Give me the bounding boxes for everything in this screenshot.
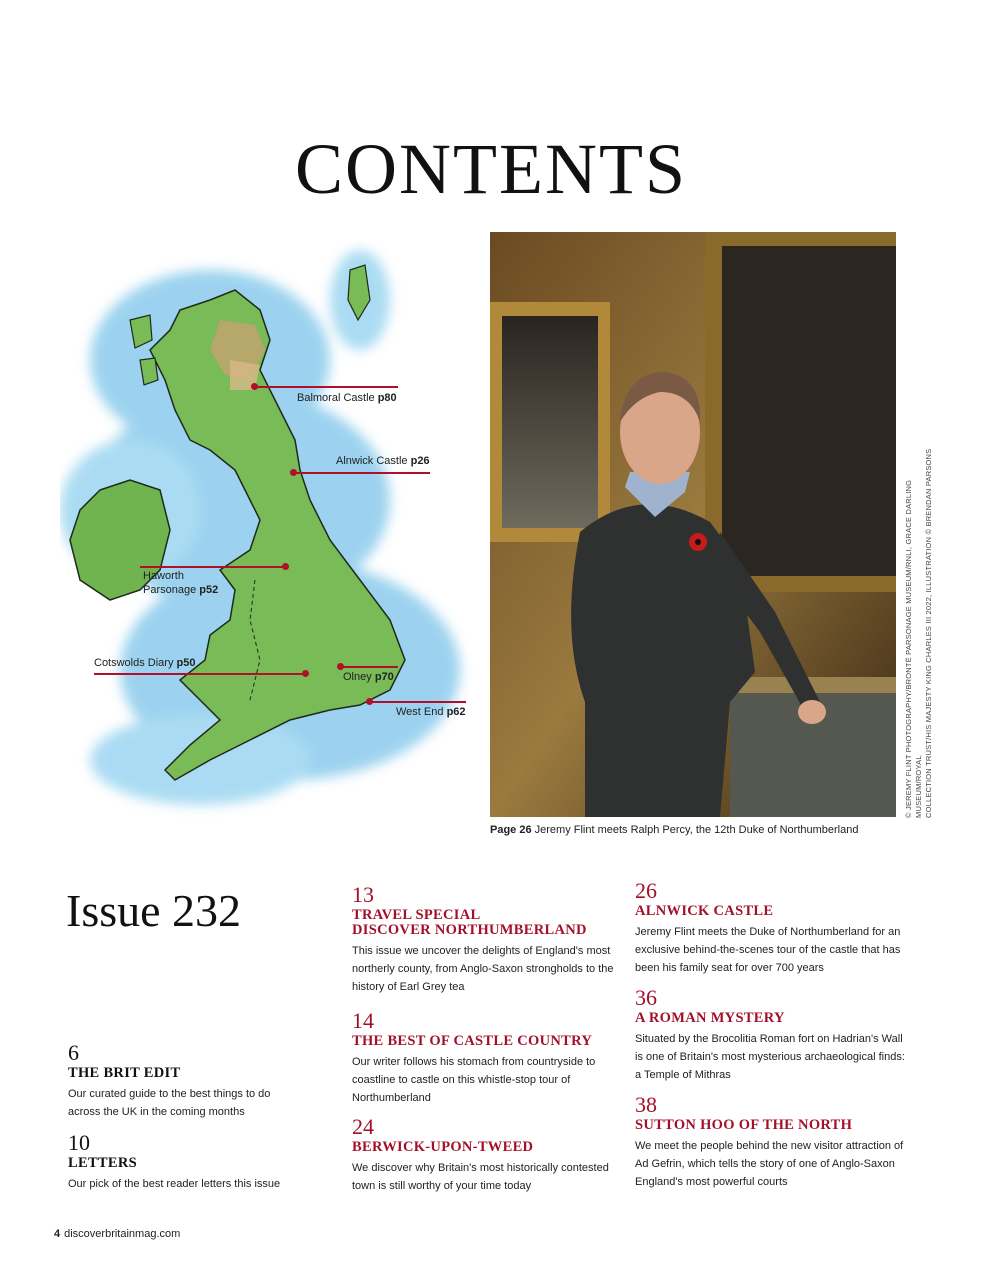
page-title: CONTENTS (295, 129, 687, 209)
entry-page-number: 13 (352, 882, 374, 907)
entry-heading: BERWICK-UPON-TWEED (352, 1139, 534, 1155)
entry-page-number: 24 (352, 1114, 374, 1139)
map-label-balmoral: Balmoral Castle p80 (297, 392, 397, 404)
contents-entry[interactable] (352, 1010, 622, 1107)
entry-description: Our writer follows his stomach from countryside to coastline to castle on this whistle-stop tour of Northumberland (352, 1056, 596, 1104)
photo-caption (490, 824, 858, 836)
map-leader-olney (341, 666, 398, 668)
contents-entry[interactable] (635, 1094, 905, 1191)
entry-heading: TRAVEL SPECIAL DISCOVER NORTHUMBERLAND (352, 907, 587, 938)
entry-description: We meet the people behind the new visitor attraction of Ad Gefrin, which tells the story of one of Anglo-Saxon England's most powerful courts (635, 1140, 904, 1188)
uk-map-illustration (60, 240, 480, 820)
entry-page-number: 6 (68, 1040, 79, 1065)
entry-heading: LETTERS (68, 1155, 137, 1171)
footer-page-number: 4 (54, 1228, 61, 1240)
photo-drawing (490, 232, 896, 817)
caption-page: Page 26 (490, 824, 532, 836)
map-leader-alnwick (294, 472, 430, 474)
contents-entry[interactable] (352, 884, 622, 996)
map-leader-haworth (140, 566, 286, 568)
map-label-alnwick: Alnwick Castle p26 (336, 455, 430, 467)
entry-heading: ALNWICK CASTLE (635, 903, 774, 919)
entry-page-number: 36 (635, 985, 657, 1010)
entry-description: We discover why Britain's most historically contested town is still worthy of your time today (352, 1162, 609, 1192)
entry-heading: THE BRIT EDIT (68, 1065, 181, 1081)
page-footer (54, 1228, 180, 1240)
map-label-olney: Olney p70 (343, 671, 394, 683)
entry-page-number: 14 (352, 1008, 374, 1033)
entry-heading: THE BEST OF CASTLE COUNTRY (352, 1033, 593, 1049)
entry-heading: SUTTON HOO OF THE NORTH (635, 1117, 853, 1133)
caption-text: Jeremy Flint meets Ralph Percy, the 12th Duke of Northumberland (531, 824, 859, 836)
entry-description: Situated by the Brocolitia Roman fort on Hadrian's Wall is one of Britain's most mysterious archaeological finds: a Temple of Mithras (635, 1033, 905, 1081)
contents-entry[interactable] (352, 1116, 622, 1195)
entry-page-number: 26 (635, 878, 657, 903)
contents-entry[interactable] (68, 1132, 298, 1193)
map-label-haworth: Haworth Parsonage p52 (143, 570, 219, 596)
entry-description: Jeremy Flint meets the Duke of Northumberland for an exclusive behind-the-scenes tour of the castle that has been his family seat for over 700 years (635, 926, 901, 974)
map-label-west-end: West End p62 (396, 706, 466, 718)
entry-page-number: 38 (635, 1092, 657, 1117)
map-drawing (60, 240, 480, 820)
photo-credit: © JEREMY FLINT PHOTOGRAPHY/BRONTË PARSONAGE MUSEUM/RNLI, GRACE DARLING MUSEUM/ROYAL COLLECTION TRUST/HIS MAJESTY KING CHARLES III 2022, ILLUSTRATION © BRENDAN PARSONS (904, 448, 933, 818)
map-label-cotswolds: Cotswolds Diary p50 (94, 657, 196, 669)
map-leader-cotswolds (94, 673, 306, 675)
footer-site-link[interactable]: discoverbritainmag.com (64, 1228, 181, 1240)
contents-entry[interactable] (635, 987, 905, 1084)
entry-page-number: 10 (68, 1130, 90, 1155)
entry-heading: A ROMAN MYSTERY (635, 1010, 785, 1026)
contents-entry[interactable] (635, 880, 905, 977)
contents-entry[interactable] (68, 1042, 298, 1121)
map-leader-balmoral (255, 386, 398, 388)
map-leader-west-end (370, 701, 466, 703)
entry-description: Our pick of the best reader letters this issue (68, 1178, 281, 1190)
feature-photo (490, 232, 896, 817)
issue-number: Issue 232 (66, 885, 242, 936)
entry-description: This issue we uncover the delights of England's most northerly county, from Anglo-Saxon strongholds to the history of Earl Grey tea (352, 945, 614, 993)
entry-description: Our curated guide to the best things to do across the UK in the coming months (68, 1088, 271, 1118)
